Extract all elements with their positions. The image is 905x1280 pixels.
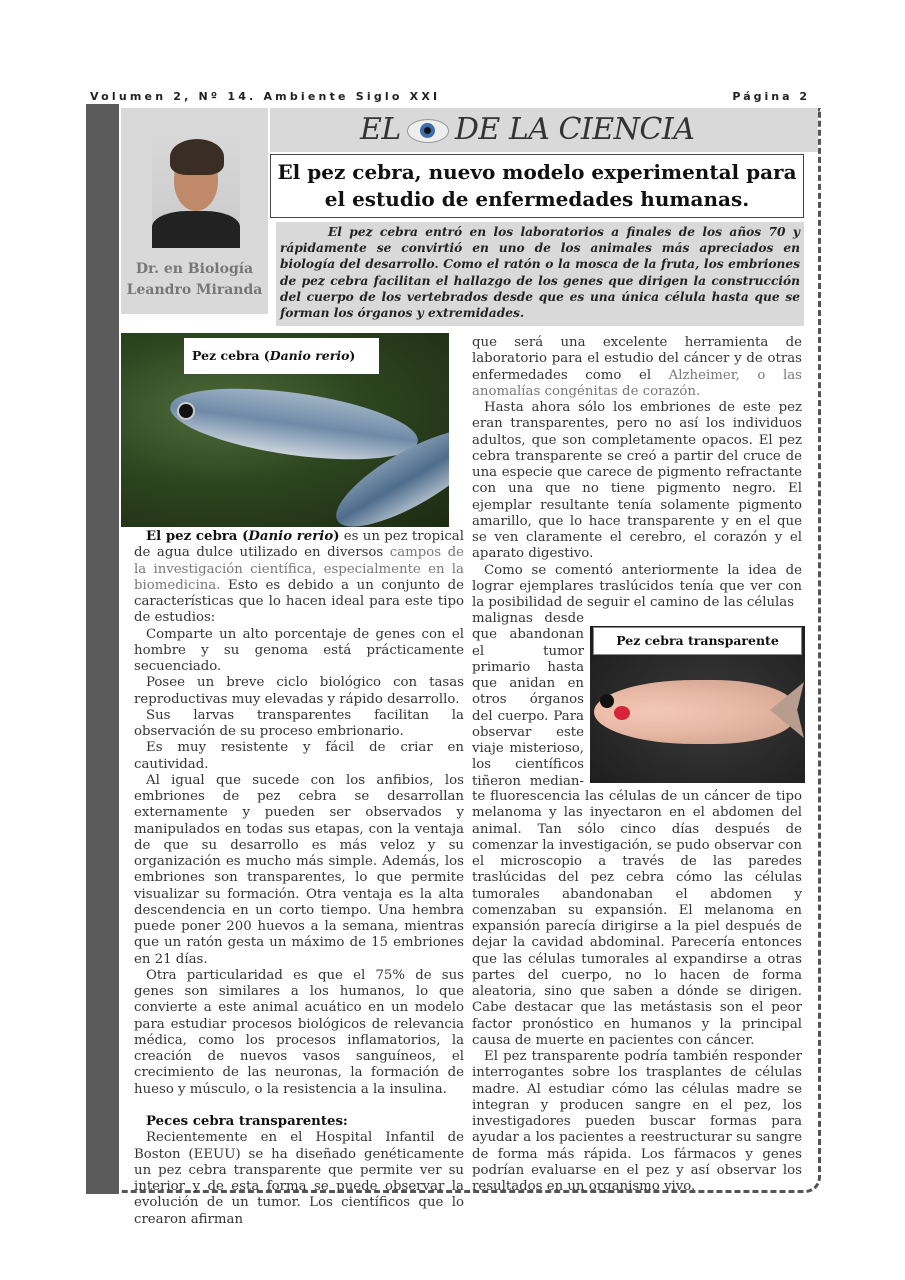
section-title-right: DE LA CIENCIA: [454, 112, 695, 147]
left-paragraph: Sus larvas transparentes facilitan la observación de su proceso embrionario.: [134, 707, 464, 739]
right-paragraph: que será una excelente herramienta de laboratorio para el estudio del cáncer y de otras enfermedades como el Alzheimer, o las anomalías congénitas de corazón.: [472, 335, 803, 399]
article-headline: [270, 154, 804, 218]
lead-paragraph: El pez cebra entró en los laboratorios a finales de los años 70 y rápidamente se convirtió en uno de los animales más apreciados en biología del desarrollo. Como el ratón o la mosca de la fruta, los embriones de pez cebra facilitan el hallazgo de los genes que dirigen la construcción del cuerpo de los vertebrados desde que es una única célula hasta que se forman los órganos y extremidades.: [280, 225, 800, 321]
right-column-top: [472, 335, 802, 611]
left-subhead: Peces cebra transparentes:: [146, 1114, 348, 1129]
section-title-left: EL: [360, 112, 401, 147]
left-paragraph: Al igual que sucede con los anfibios, los embriones de pez cebra se desarrollan externamente y pueden ser observados y manipulados en todas sus etapas, con la ventaja de que su desarrollo es más veloz y su organización es mucho más simple. Además, los embriones son transparentes, lo que permite visualizar su formación. Otra ventaja es la alta descendencia en un corto tiempo. Una hembra puede poner 200 huevos a la semana, mientras que un ratón gesta un máximo de 15 embriones en 21 días.: [134, 772, 464, 967]
header-volume: Volumen 2, Nº 14. Ambiente Siglo XXI: [90, 90, 441, 103]
author-degree: Dr. en Biología: [135, 261, 254, 277]
header-page-number: Página 2: [732, 90, 810, 103]
author-fullname: Leandro Miranda: [126, 282, 263, 298]
right-paragraph: te fluorescencia las células de un cáncer de tipo melanoma y las inyectaron en el abdomen del animal. Tan sólo cinco días después de comenzar la investigación, se pudo observar con el microscopio a través de las paredes traslúcidas del pez cebra cómo las células tumorales abandonaban el abdomen y comenzaban su expansión. El melanoma en expansión parecía dirigirse a la piel después de dejar la cavidad abdominal. Parecería entonces que las células tumorales al expandirse a otras partes del cuerpo, no lo hacen de forma aleatoria, sino que saben a dónde se dirigen. Cabe destacar que las metástasis son el peor factor pronóstico en humanos y la principal causa de muerte en pacientes con cáncer.: [472, 789, 802, 1048]
left-paragraph: Recientemente en el Hospital Infantil de Boston (EEUU) se ha diseñado genéticamente un pez cebra transparente que permite ver su interior y de esta forma se puede observar la evolución de un tumor. Los científicos que lo crearon afirman: [134, 1130, 464, 1227]
headline-line2: el estudio de enfermedades humanas.: [324, 187, 750, 211]
left-intro: El pez cebra (Danio rerio) es un pez tropical de agua dulce utilizado en diversos campos de la investigación científica, especialmente en la biomedicina. Esto es debido a un conjunto de características que lo hacen ideal para este tipo de estudios:: [134, 529, 464, 626]
zebrafish-caption: Pez cebra (Danio rerio): [184, 338, 379, 374]
left-paragraph: Comparte un alto porcentaje de genes con el hombre y su genoma está prácticamente secuenciado.: [134, 626, 464, 674]
headline-line1: El pez cebra, nuevo modelo experimental para: [277, 160, 797, 184]
left-paragraph: Es muy resistente y fácil de criar en cautividad.: [134, 740, 464, 772]
side-bar: [86, 104, 119, 1194]
author-name: [121, 259, 268, 301]
right-paragraph: El pez transparente podría también responder interrogantes sobre los trasplantes de células madre. Al estudiar cómo las células madre se integran y producen sangre en el pez, los investigadores pueden buscar formas para ayudar a los pacientes a reestructurar su sangre de forma más rápida. Los fármacos y genes podrían evaluarse en el pez y así observar los resultados en un organismo vivo.: [472, 1049, 802, 1194]
left-paragraph: Posee un breve ciclo biológico con tasas reproductivas muy elevadas y rápido desarrollo.: [134, 675, 464, 707]
left-column: [134, 529, 464, 1228]
right-paragraph: Como se comentó anteriormente la idea de lograr ejemplares traslúcidos tenía que ver con la posibilidad de seguir el camino de las células: [472, 562, 802, 610]
author-photo: [152, 133, 240, 248]
left-paragraph: Otra particularidad es que el 75% de sus genes son similares a los humanos, lo que convierte a este animal acuático en un modelo para estudiar procesos biológicos de relevancia médica, como los procesos inflamatorios, la creación de nuevos vasos sanguíneos, el crecimiento de las neuronas, la formación de hueso y músculo, o la resistencia a la insulina.: [134, 967, 464, 1097]
eye-icon: [407, 119, 449, 143]
right-column-bottom: [472, 789, 802, 1195]
transparent-zebrafish-caption: Pez cebra transparente: [593, 627, 802, 655]
lead-box: [276, 222, 804, 326]
right-column-wrap: malignas desde que abandonan el tumor primario hasta que anidan en otros órganos del cuerpo. Para observar este viaje misterioso, los científicos tiñeron median-: [472, 611, 584, 789]
right-paragraph: Hasta ahora sólo los embriones de este pez eran transparentes, pero no así los individuos adultos, que son completamente opacos. El pez cebra transparente se creó a partir del cruce de una especie que carece de pigmento refractante con una que no tiene pigmento negro. El ejemplar resultante tenía solamente pigmento amarillo, que lo hace transparente y en el que se ven claramente el cerebro, el corazón y el aparato digestivo.: [472, 400, 802, 562]
section-title: [360, 112, 694, 147]
